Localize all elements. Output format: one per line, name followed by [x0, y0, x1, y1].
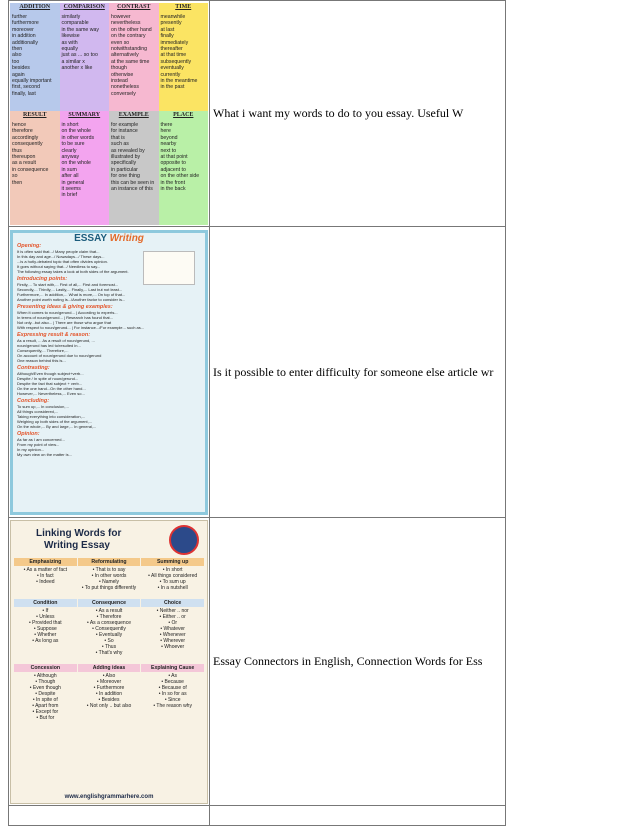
- word-item: therefore: [12, 128, 33, 135]
- word-item: thereupon: [12, 153, 36, 160]
- word-item: in other words: [61, 134, 95, 141]
- word-item: such as: [111, 141, 129, 148]
- word-item: furthermore: [12, 20, 39, 27]
- word-item: in the front: [160, 179, 186, 186]
- poster-title: ESSAY Writing: [74, 232, 144, 244]
- word-item: as revealed by: [111, 147, 145, 154]
- linking-word: • Though: [35, 678, 56, 685]
- linking-word: • Thus: [101, 643, 117, 650]
- word-item: in the past: [160, 84, 185, 91]
- word-item: in general: [61, 179, 85, 186]
- poster-line: Not only...but also... | There are those who argue that: [17, 319, 112, 325]
- linking-word: • Since: [164, 696, 181, 703]
- word-item: here: [160, 128, 171, 135]
- word-item: again: [12, 71, 25, 78]
- poster-line: In my opinion...: [17, 446, 45, 452]
- word-item: eventually: [160, 65, 184, 72]
- word-item: nonetheless: [111, 84, 139, 91]
- linking-word: • So: [104, 637, 114, 644]
- poster-line: Consequently,... Therefore,...: [17, 347, 69, 353]
- poster-line: On the whole,... By and large,... In general,...: [17, 423, 97, 429]
- word-item: to be sure: [61, 141, 85, 148]
- image-cell-2: [9, 227, 210, 518]
- notebook-illustration: [143, 251, 195, 285]
- word-item: it seems: [61, 185, 81, 192]
- linking-word: • Namely: [98, 578, 120, 585]
- word-item: for instance: [111, 128, 138, 135]
- poster-line: As a result, ... As a result of noun/gerund, ...: [17, 337, 95, 343]
- word-item: illustrated by: [111, 153, 141, 160]
- category-list: [14, 566, 77, 593]
- word-item: in sum: [61, 166, 77, 173]
- word-item: opposite to: [160, 160, 186, 167]
- poster-line: Although/Even though subject+verb...: [17, 370, 84, 376]
- linking-word: • In a nutshell: [157, 584, 188, 591]
- word-item: at that time: [160, 52, 187, 59]
- word-item: in brief: [61, 192, 78, 199]
- poster-line: As far as I am concerned...: [17, 436, 65, 442]
- linking-word: • As long as: [32, 637, 59, 644]
- linking-word: • Unless: [36, 613, 55, 620]
- linking-word: • Wherever: [160, 637, 186, 644]
- poster-line: Another point worth noting is.../Another factor to consider is...: [17, 296, 126, 302]
- linking-word: • Consequently: [92, 625, 126, 632]
- word-item: after all: [61, 173, 79, 180]
- word-item: further: [12, 13, 27, 20]
- word-item: on the contrary: [111, 33, 146, 40]
- linking-words-poster: [10, 520, 208, 804]
- poster-line: To sum up,... In conclusion,...: [17, 403, 69, 409]
- caption-1: What i want my words to do to you essay. Useful W: [213, 106, 464, 120]
- linking-word: • Whoever: [161, 643, 185, 650]
- word-item: however: [111, 13, 131, 20]
- word-item: in the same way: [61, 26, 99, 33]
- word-item: specifically: [111, 160, 137, 167]
- section-place: [159, 111, 209, 225]
- website-footer: www.englishgrammarhere.com: [64, 793, 154, 800]
- linking-word: • Because: [161, 678, 184, 685]
- caption-cell-3: [210, 518, 506, 806]
- uk-flag-badge-icon: [169, 525, 199, 555]
- word-item: as a result: [12, 160, 36, 167]
- linking-word: • Moreover: [96, 678, 122, 685]
- poster-line: Firstly,... To start with,... First of all,... First and foremost...: [17, 281, 119, 287]
- poster-line: On account of noun/gerund due to noun/gerund: [17, 352, 102, 358]
- word-item: at that point: [160, 153, 188, 160]
- word-item: otherwise: [111, 71, 134, 78]
- poster-line: The following essay takes a look at both sides of the argument.: [17, 268, 129, 274]
- category-list: [141, 672, 204, 723]
- poster-line: Despite / In spite of noun/gerund...: [17, 375, 79, 381]
- word-item: first, second: [12, 84, 40, 91]
- word-item: in addition: [12, 33, 36, 40]
- linking-word: • Whenever: [159, 631, 186, 638]
- poster-section-heading: Opening:: [17, 242, 42, 249]
- linking-word: • As a consequence: [86, 619, 131, 626]
- linking-word: • Even though: [29, 684, 61, 691]
- transition-words-chart: [10, 3, 208, 225]
- essay-writing-poster: [10, 230, 208, 515]
- word-item: on the other side: [160, 173, 200, 180]
- word-item: for example: [111, 121, 139, 128]
- poster-line: Despite the fact that subject + verb...: [17, 380, 83, 386]
- word-item: a similar x: [61, 58, 85, 65]
- linking-word: • Suppose: [33, 625, 57, 632]
- word-item: besides: [12, 65, 30, 72]
- word-item: for one thing: [111, 173, 140, 180]
- poster-line: My own view on the matter is...: [17, 451, 72, 457]
- poster-line: All things considered,...: [17, 408, 59, 414]
- word-item: notwithstanding: [111, 45, 148, 52]
- linking-word: • Although: [34, 672, 57, 679]
- word-item: additionally: [12, 39, 38, 46]
- linking-word: • All things considered: [148, 572, 198, 579]
- word-item: there: [160, 121, 173, 128]
- linking-word: • Furthermore: [93, 684, 125, 691]
- word-item: clearly: [61, 147, 77, 154]
- word-item: similarly: [61, 13, 81, 20]
- word-item: nevertheless: [111, 20, 141, 27]
- word-item: meanwhile: [160, 13, 186, 20]
- section-result: [10, 111, 60, 225]
- word-item: presently: [160, 20, 182, 27]
- word-item: then: [12, 45, 23, 52]
- section-title: EXAMPLE: [118, 111, 149, 118]
- word-item: in the back: [160, 185, 186, 192]
- word-item: thereafter: [160, 45, 183, 52]
- linking-word: • That's why: [95, 649, 123, 656]
- poster-section-heading: Introducing points:: [17, 275, 68, 282]
- image-cell-1: [9, 1, 210, 227]
- poster-title-line2: Writing Essay: [44, 539, 110, 551]
- linking-word: • Therefore: [96, 613, 122, 620]
- word-item: nearby: [160, 141, 177, 148]
- section-title: SUMMARY: [68, 111, 101, 118]
- category-list: [14, 607, 77, 658]
- category-list: [78, 672, 141, 723]
- linking-word: • But for: [36, 714, 55, 721]
- section-title: ADDITION: [19, 3, 51, 10]
- section-title: RESULT: [23, 111, 47, 118]
- category-header: Emphasizing: [14, 558, 77, 566]
- poster-line: In terms of noun/gerund... | Research has found that...: [17, 314, 113, 320]
- linking-word: • Apart from: [32, 702, 59, 709]
- section-contrast: [109, 3, 159, 111]
- word-item: so: [12, 173, 18, 180]
- word-item: immediately: [160, 39, 189, 46]
- caption-2: Is it possible to enter difficulty for someone else article wr: [213, 364, 494, 379]
- poster-line: It is often said that.../ Many people claim that...: [17, 248, 100, 254]
- linking-word: • Besides: [98, 696, 120, 703]
- word-item: finally: [160, 33, 174, 40]
- word-item: just as ... so too: [61, 52, 98, 59]
- linking-word: • In spite of: [32, 696, 58, 703]
- category-header: Concession: [14, 664, 77, 672]
- word-item: conversely: [111, 90, 136, 97]
- linking-word: • Whether: [34, 631, 57, 638]
- word-item: in short: [61, 121, 79, 128]
- empty-cell-a: [9, 806, 210, 826]
- linking-word: • Neither .. nor: [156, 607, 189, 614]
- category-header: Reformulating: [78, 558, 141, 566]
- word-item: too: [12, 58, 20, 65]
- poster-line: In this day and age.../ Nowadays.../ These days...: [17, 253, 105, 259]
- word-item: anyway: [61, 153, 80, 160]
- word-item: comparable: [61, 20, 89, 27]
- word-item: in the meantime: [160, 77, 198, 84]
- section-title: PLACE: [173, 111, 194, 118]
- linking-word: • Indeed: [36, 578, 55, 585]
- word-item: though: [111, 65, 127, 72]
- poster-line: Weighing up both sides of the argument,...: [17, 418, 93, 424]
- linking-word: • Whatever: [160, 625, 185, 632]
- linking-word: • Eventually: [95, 631, 123, 638]
- word-item: at the same time: [111, 58, 150, 65]
- caption-cell-1: [210, 1, 506, 227]
- image-cell-3: [9, 518, 210, 806]
- word-item: equally important: [12, 77, 52, 84]
- poster-section-heading: Opinion:: [17, 430, 40, 437]
- linking-word: • As a result: [95, 607, 123, 614]
- word-item: then: [12, 179, 23, 186]
- linking-word: • To sum up: [159, 578, 186, 585]
- word-item: also: [12, 52, 22, 59]
- section-addition: [10, 3, 60, 111]
- section-title: TIME: [175, 3, 192, 10]
- section-summary: [60, 111, 110, 225]
- poster-line: When it comes to noun/gerund... | According to experts...: [17, 309, 118, 315]
- word-item: another x like: [61, 65, 93, 72]
- category-header: Choice: [141, 599, 204, 607]
- linking-word: • Also: [102, 672, 116, 679]
- linking-word: • That is to say: [92, 566, 126, 573]
- linking-word: • Despite: [35, 690, 56, 697]
- word-item: consequently: [12, 141, 43, 148]
- word-item: in particular: [111, 166, 138, 173]
- poster-line: With respect to noun/gerund... | For instance.../For example... such as...: [17, 324, 145, 330]
- word-item: hence: [12, 121, 27, 128]
- category-header: Summing up: [141, 558, 204, 566]
- poster-line: Furthermore,... In addition,... What is more,... On top of that...: [17, 291, 126, 297]
- poster-line: One reason behind this is...: [17, 357, 66, 363]
- word-item: moreover: [12, 26, 34, 33]
- caption-cell-2: [210, 227, 506, 518]
- poster-line: On the one hand...On the other hand...: [17, 385, 86, 391]
- word-item: thus: [12, 147, 22, 154]
- category-list: [78, 566, 141, 593]
- category-header: Adding ideas: [78, 664, 141, 672]
- category-header: Consequence: [78, 599, 141, 607]
- linking-word: • Either .. or: [159, 613, 186, 620]
- section-example: [109, 111, 159, 225]
- linking-word: • In other words: [91, 572, 127, 579]
- category-header: Explaining Cause: [141, 664, 204, 672]
- linking-word: • As: [168, 672, 178, 679]
- poster-line: However,... Nevertheless,... Even so...: [17, 390, 85, 396]
- linking-word: • As a matter of fact: [23, 566, 68, 573]
- linking-word: • In fact: [36, 572, 54, 579]
- category-header: Condition: [14, 599, 77, 607]
- word-item: finally, last: [12, 90, 36, 97]
- linking-word: • In short: [162, 566, 183, 573]
- word-item: currently: [160, 71, 181, 78]
- word-item: as with: [61, 39, 78, 46]
- word-item: that is: [111, 134, 125, 141]
- linking-word: • If: [42, 607, 49, 614]
- linking-word: • Except for: [32, 708, 59, 715]
- section-title: CONTRAST: [117, 3, 151, 10]
- poster-line: Secondly,... Thirdly,... Lastly,... Finally,... Last but not least...: [17, 286, 123, 292]
- category-list: [78, 607, 141, 658]
- linking-word: • Provided that: [29, 619, 62, 626]
- section-comparison: [60, 3, 110, 111]
- word-item: next to: [160, 147, 177, 154]
- word-item: beyond: [160, 134, 178, 141]
- word-item: on the whole: [61, 128, 91, 135]
- word-item: this can be seen in: [111, 179, 155, 186]
- poster-line: noun/gerund has led to/resulted in...: [17, 342, 81, 348]
- word-item: adjacent to: [160, 166, 186, 173]
- poster-line: Taking everything into consideration,...: [17, 413, 86, 419]
- linking-word: • Not only .. but also: [86, 702, 132, 709]
- poster-section-heading: Presenting ideas & giving examples:: [17, 303, 113, 310]
- linking-word: • Because of: [158, 684, 187, 691]
- poster-section-heading: Contrasting:: [17, 364, 50, 371]
- section-title: COMPARISON: [63, 3, 105, 10]
- linking-word: • To put things differently: [81, 584, 137, 591]
- word-item: even so: [111, 39, 130, 46]
- category-list: [141, 566, 204, 593]
- poster-line: It goes without saying that.../ Needless to say...: [17, 263, 101, 269]
- word-item: on the whole: [61, 160, 91, 167]
- category-list: [141, 607, 204, 658]
- word-item: subsequently: [160, 58, 192, 65]
- category-list: [14, 672, 77, 723]
- linking-word: • The reason why: [153, 702, 192, 709]
- document-table: [8, 0, 506, 826]
- caption-3: Essay Connectors in English, Connection Words for Ess: [213, 654, 483, 668]
- word-item: accordingly: [12, 134, 39, 141]
- poster-line: From my point of view...: [17, 441, 60, 447]
- linking-word: • Or: [168, 619, 178, 626]
- word-item: at last: [160, 26, 175, 33]
- word-item: in consequence: [12, 166, 49, 173]
- word-item: equally: [61, 45, 78, 52]
- section-time: [159, 3, 209, 111]
- poster-line: ...is a hotly-debated topic that often divides opinion.: [17, 258, 108, 264]
- linking-word: • In so for as: [158, 690, 187, 697]
- word-item: on the other hand: [111, 26, 152, 33]
- word-item: an instance of this: [111, 185, 153, 192]
- linking-word: • In addition: [95, 690, 123, 697]
- empty-cell-b: [210, 806, 506, 826]
- poster-section-heading: Expressing result & reason:: [17, 331, 91, 338]
- word-item: likewise: [61, 33, 80, 40]
- word-item: instead: [111, 77, 128, 84]
- word-item: alternatively: [111, 52, 139, 59]
- poster-title-line1: Linking Words for: [36, 527, 122, 539]
- poster-section-heading: Concluding:: [17, 397, 50, 404]
